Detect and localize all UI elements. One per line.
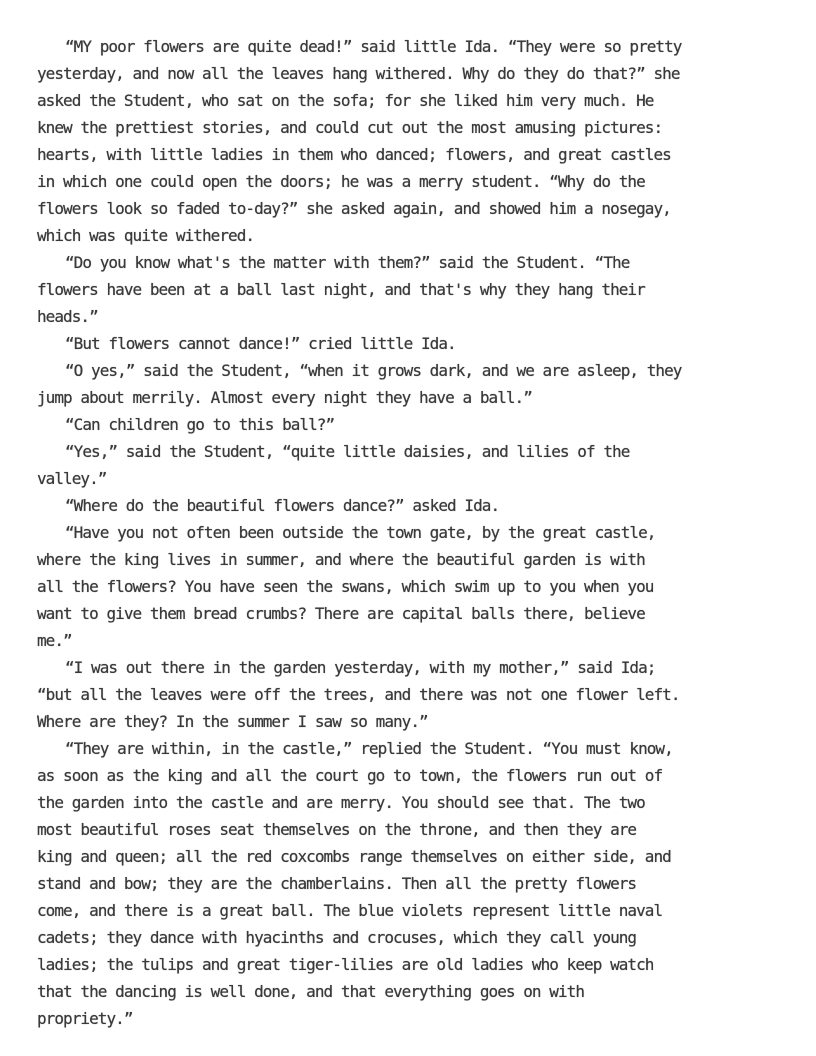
- text-line: flowers have been at a ball last night, and that's why they hang their: [37, 280, 645, 299]
- text-line: valley.”: [37, 469, 107, 488]
- text-line: “MY poor flowers are quite dead!” said little Ida. “They were so pretty: [65, 37, 682, 56]
- paragraph: [37, 330, 785, 357]
- text-line: flowers look so faded to-day?” she asked again, and showed him a nosegay,: [37, 199, 671, 218]
- paragraph: [37, 357, 785, 411]
- text-line: “They are within, in the castle,” replied the Student. “You must know,: [65, 739, 673, 758]
- text-line: “But flowers cannot dance!” cried little Ida.: [65, 334, 456, 353]
- text-line: king and queen; all the red coxcombs range themselves on either side, and: [37, 847, 671, 866]
- text-line: “O yes,” said the Student, “when it grows dark, and we are asleep, they: [65, 361, 682, 380]
- text-line: heads.”: [37, 307, 98, 326]
- text-line: yesterday, and now all the leaves hang withered. Why do they do that?” she: [37, 64, 680, 83]
- text-line: which was quite withered.: [37, 226, 255, 245]
- text-line: most beautiful roses seat themselves on the throne, and then they are: [37, 820, 637, 839]
- paragraph: [37, 654, 785, 735]
- text-line: propriety.”: [37, 1009, 133, 1028]
- text-line: “I was out there in the garden yesterday, with my mother,” said Ida;: [65, 658, 656, 677]
- text-line: as soon as the king and all the court go to town, the flowers run out of: [37, 766, 663, 785]
- text-line: “but all the leaves were off the trees, and there was not one flower left.: [37, 685, 680, 704]
- text-line: Where are they? In the summer I saw so many.”: [37, 712, 428, 731]
- paragraph: [37, 519, 785, 654]
- paragraph: [37, 411, 785, 438]
- paragraph: [37, 492, 785, 519]
- text-line: the garden into the castle and are merry. You should see that. The two: [37, 793, 645, 812]
- text-line: cadets; they dance with hyacinths and crocuses, which they call young: [37, 928, 637, 947]
- text-line: “Do you know what's the matter with them?” said the Student. “The: [65, 253, 630, 272]
- paragraph: [37, 735, 785, 1032]
- text-line: “Where do the beautiful flowers dance?” asked Ida.: [65, 496, 500, 515]
- paragraph: [37, 249, 785, 330]
- text-line: jump about merrily. Almost every night they have a ball.”: [37, 388, 532, 407]
- paragraph: [37, 33, 785, 249]
- text-line: want to give them bread crumbs? There are capital balls there, believe: [37, 604, 645, 623]
- text-line: where the king lives in summer, and where the beautiful garden is with: [37, 550, 645, 569]
- text-line: stand and bow; they are the chamberlains. Then all the pretty flowers: [37, 874, 637, 893]
- text-line: “Have you not often been outside the town gate, by the great castle,: [65, 523, 656, 542]
- text-line: ladies; the tulips and great tiger-lilies are old ladies who keep watch: [37, 955, 654, 974]
- text-line: knew the prettiest stories, and could cut out the most amusing pictures:: [37, 118, 663, 137]
- paragraph: [37, 438, 785, 492]
- story-text: [37, 33, 785, 1032]
- text-line: that the dancing is well done, and that everything goes on with: [37, 982, 585, 1001]
- text-line: in which one could open the doors; he was a merry student. “Why do the: [37, 172, 645, 191]
- text-line: come, and there is a great ball. The blue violets represent little naval: [37, 901, 663, 920]
- text-line: asked the Student, who sat on the sofa; for she liked him very much. He: [37, 91, 654, 110]
- text-line: “Yes,” said the Student, “quite little daisies, and lilies of the: [65, 442, 630, 461]
- text-line: hearts, with little ladies in them who danced; flowers, and great castles: [37, 145, 671, 164]
- text-line: all the flowers? You have seen the swans, which swim up to you when you: [37, 577, 654, 596]
- text-line: me.”: [37, 631, 72, 650]
- text-line: “Can children go to this ball?”: [65, 415, 335, 434]
